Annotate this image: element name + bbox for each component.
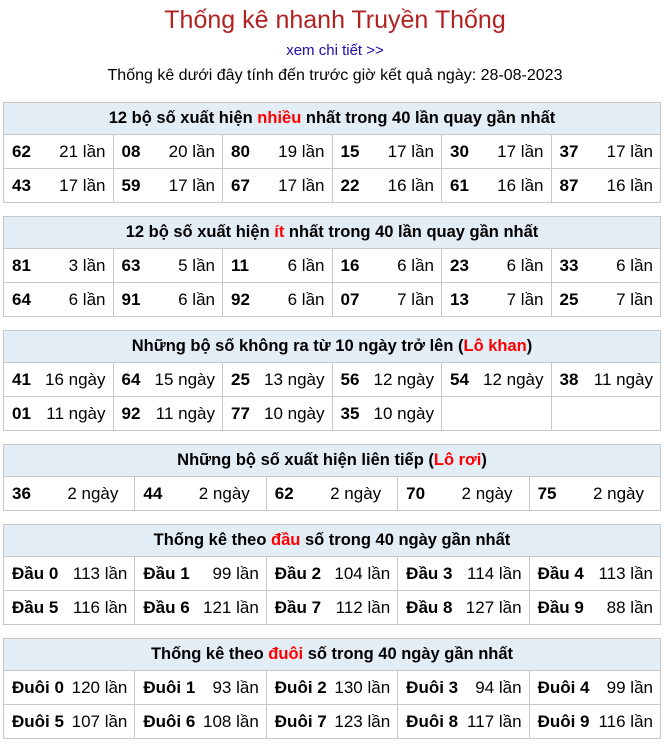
stat-cell: 92 11 ngày [113,397,223,431]
stat-cell: 80 19 lần [223,135,333,169]
most-frequent-table [3,102,661,203]
stat-cell: 41 16 ngày [4,363,114,397]
stat-cell: 61 16 lần [442,169,552,203]
stat-cell: 44 2 ngày [135,477,266,511]
page-title: Thống kê nhanh Truyền Thống [164,6,506,34]
least-frequent-heading: 12 bộ số xuất hiện ít nhất trong 40 lần quay gần nhất [4,217,661,249]
stat-cell: Đuôi 4 99 lần [529,671,660,705]
stat-cell: 54 12 ngày [442,363,552,397]
dau-table [3,524,661,625]
stat-cell: 35 10 ngày [332,397,442,431]
table-row [4,249,661,283]
stat-cell: 56 12 ngày [332,363,442,397]
page-subtitle: Thống kê dưới đây tính đến trước giờ kết quả ngày: 28-08-2023 [107,67,563,84]
stat-cell: 22 16 lần [332,169,442,203]
stat-cell: 59 17 lần [113,169,223,203]
lo-roi-table [3,444,661,511]
stat-cell: 25 7 lần [551,283,661,317]
table-row [4,135,661,169]
stat-cell: 43 17 lần [4,169,114,203]
stat-cell: 37 17 lần [551,135,661,169]
stat-cell: 11 6 lần [223,249,333,283]
stat-cell: Đầu 1 99 lần [135,557,266,591]
most-frequent-heading: 12 bộ số xuất hiện nhiều nhất trong 40 lần quay gần nhất [4,103,661,135]
table-row [4,477,661,511]
lo-roi-heading: Những bộ số xuất hiện liên tiếp (Lô rơi) [4,445,661,477]
empty-cell [442,397,552,431]
stat-cell: 01 11 ngày [4,397,114,431]
least-frequent-table [3,216,661,317]
stat-cell: 91 6 lần [113,283,223,317]
stat-cell: 33 6 lần [551,249,661,283]
empty-cell [551,397,661,431]
lo-khan-table [3,330,661,431]
stat-cell: 08 20 lần [113,135,223,169]
table-row [4,557,661,591]
stat-cell: 38 11 ngày [551,363,661,397]
stat-cell: Đuôi 9 116 lần [529,705,660,739]
stat-cell: Đuôi 8 117 lần [398,705,529,739]
stat-cell: Đầu 2 104 lần [266,557,397,591]
table-row [4,363,661,397]
stat-cell: Đầu 8 127 lần [398,591,529,625]
stat-cell: Đuôi 2 130 lần [266,671,397,705]
stat-cell: 07 7 lần [332,283,442,317]
stat-cell: Đầu 5 116 lần [4,591,135,625]
stat-cell: Đầu 6 121 lần [135,591,266,625]
stat-cell: 64 6 lần [4,283,114,317]
dau-heading: Thống kê theo đầu số trong 40 ngày gần nhất [4,525,661,557]
stat-cell: 62 2 ngày [266,477,397,511]
stat-cell: Đầu 7 112 lần [266,591,397,625]
stat-cell: 30 17 lần [442,135,552,169]
stat-cell: 77 10 ngày [223,397,333,431]
stat-cell: Đầu 9 88 lần [529,591,660,625]
lo-khan-heading: Những bộ số không ra từ 10 ngày trở lên (Lô khan) [4,331,661,363]
stat-cell: 16 6 lần [332,249,442,283]
stat-cell: Đuôi 3 94 lần [398,671,529,705]
stat-cell: 75 2 ngày [529,477,660,511]
stat-cell: 67 17 lần [223,169,333,203]
detail-link[interactable]: xem chi tiết >> [286,42,384,59]
duoi-table [3,638,661,739]
stat-cell: Đuôi 5 107 lần [4,705,135,739]
stat-cell: Đầu 0 113 lần [4,557,135,591]
stat-cell: 63 5 lần [113,249,223,283]
stat-cell: 62 21 lần [4,135,114,169]
stat-cell: 13 7 lần [442,283,552,317]
stat-cell: 23 6 lần [442,249,552,283]
stat-cell: 87 16 lần [551,169,661,203]
stat-cell: Đuôi 6 108 lần [135,705,266,739]
stat-cell: Đuôi 7 123 lần [266,705,397,739]
duoi-heading: Thống kê theo đuôi số trong 40 ngày gần nhất [4,639,661,671]
stat-cell: 92 6 lần [223,283,333,317]
stat-cell: Đầu 3 114 lần [398,557,529,591]
stat-cell: 15 17 lần [332,135,442,169]
stat-cell: 70 2 ngày [398,477,529,511]
table-row [4,671,661,705]
stat-cell: Đuôi 0 120 lần [4,671,135,705]
stat-cell: Đầu 4 113 lần [529,557,660,591]
table-row [4,591,661,625]
stat-cell: 64 15 ngày [113,363,223,397]
table-row [4,169,661,203]
table-row [4,397,661,431]
table-row [4,705,661,739]
stat-cell: 81 3 lần [4,249,114,283]
stat-cell: Đuôi 1 93 lần [135,671,266,705]
table-row [4,283,661,317]
stat-cell: 25 13 ngày [223,363,333,397]
stat-cell: 36 2 ngày [4,477,135,511]
